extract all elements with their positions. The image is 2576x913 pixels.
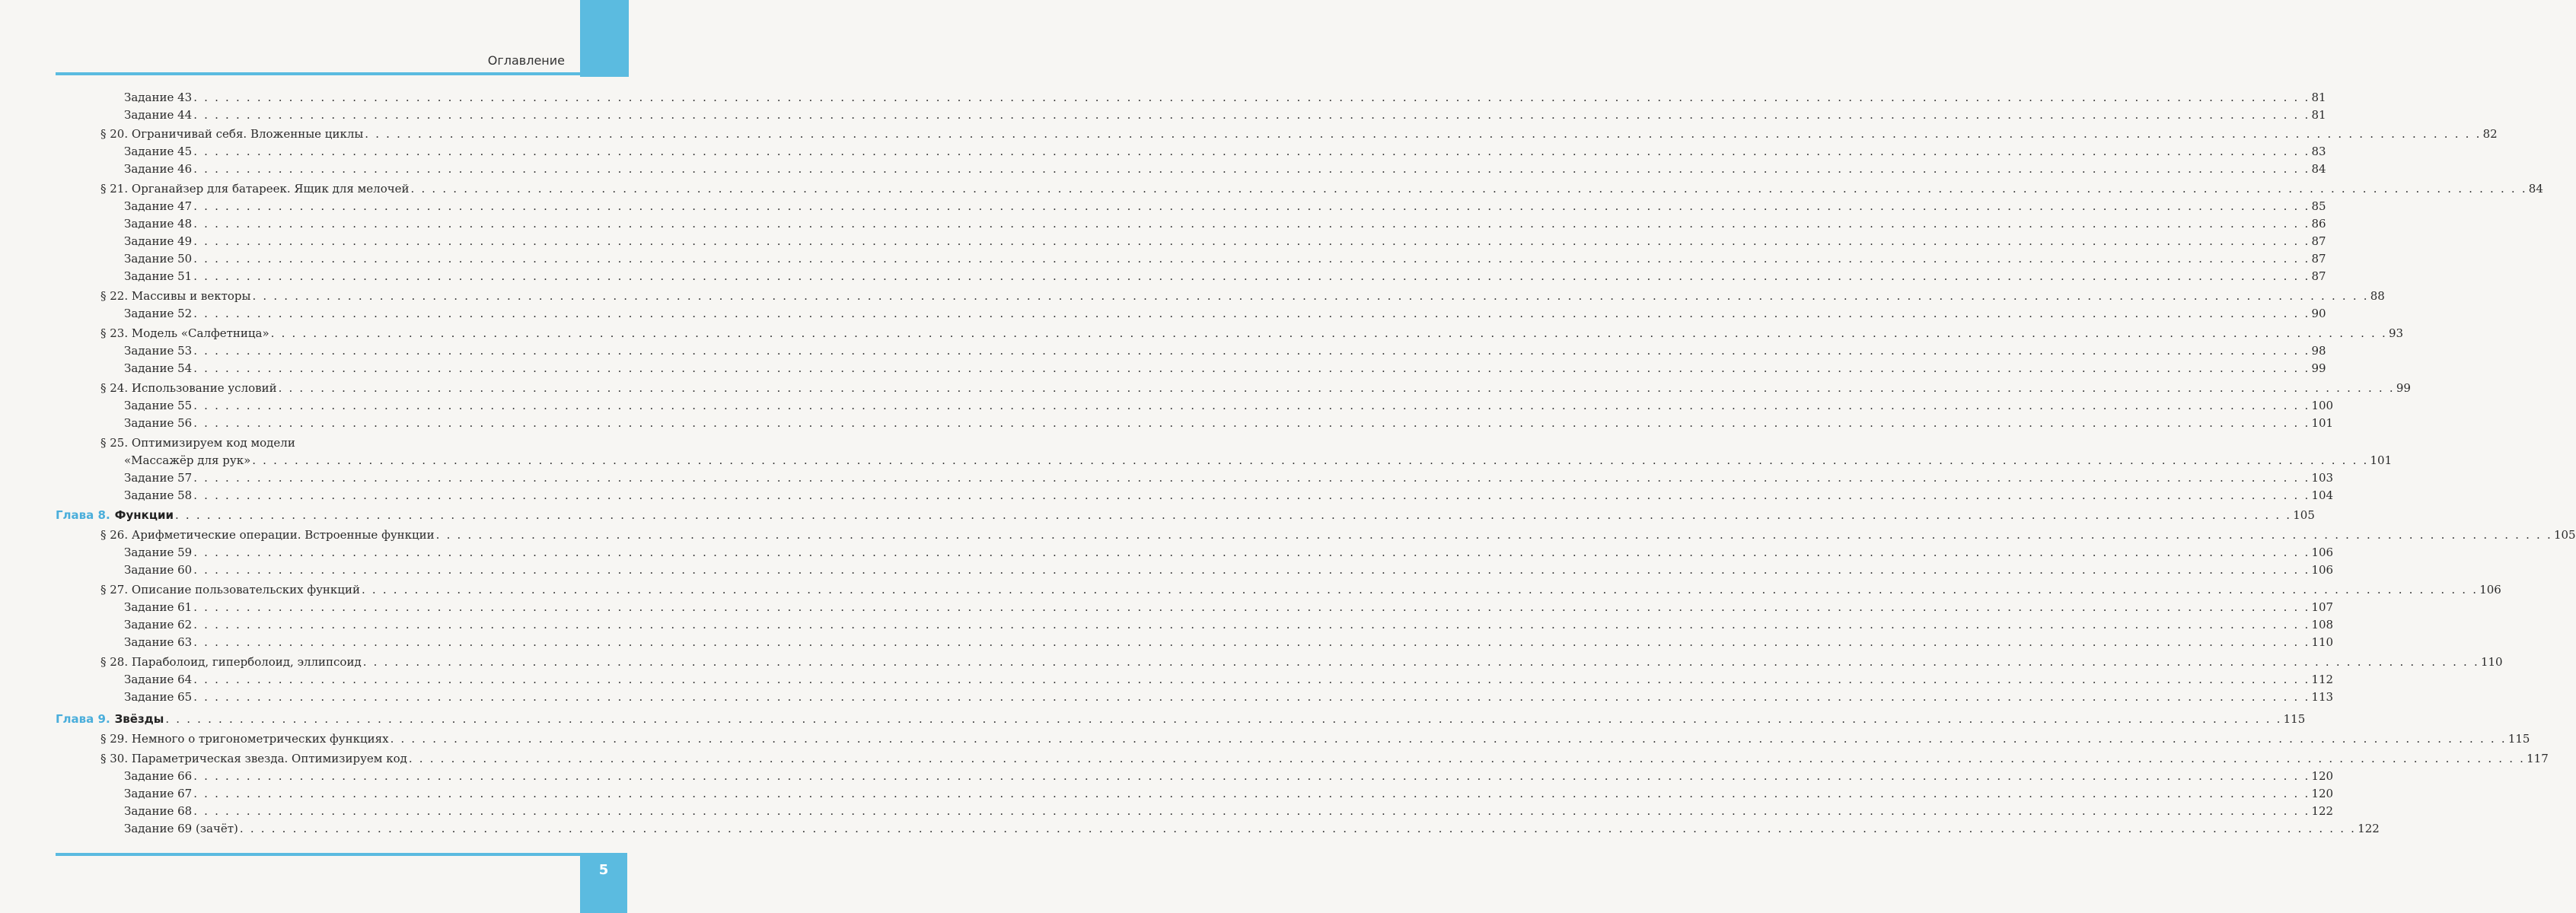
task-label: Задание 52 <box>124 307 193 320</box>
toc-task-row[interactable] <box>124 216 2326 231</box>
toc-task-row[interactable] <box>124 415 2334 431</box>
section-label: § 20. Ограничивай себя. Вложенные циклы <box>100 127 364 141</box>
toc-section-row[interactable] <box>100 181 2543 196</box>
toc-page-number: 87 <box>2311 252 2326 266</box>
dot-leader: . . . . . . . . . . . . . . . . . . . . . . . . . . . . . . . . . . . . . . . . . . . . . . . . . . . . . . . . . . . . . . . . . . . . . . . . . . . . . . . . . . . . . . . . . . . . . . . . . . . . . . . . . . . . . . . . . . . . . . . . . . . . . . . . . . . . . . . . . . . . . . . . . . . . . . . . . . . . . . . . . . . . . . . . . . . . . . . . . . . . . . . . . . . . . . . . . . . . . . . . <box>193 269 2310 283</box>
toc-page-number: 120 <box>2311 769 2334 783</box>
dot-leader: . . . . . . . . . . . . . . . . . . . . . . . . . . . . . . . . . . . . . . . . . . . . . . . . . . . . . . . . . . . . . . . . . . . . . . . . . . . . . . . . . . . . . . . . . . . . . . . . . . . . . . . . . . . . . . . . . . . . . . . . . . . . . . . . . . . . . . . . . . . . . . . . . . . . . . . . . . . . . . . . . . . . . . . . . . . . . . . . . . . . . . . . . . . . . . . . . . . . . . . . <box>278 381 2395 395</box>
toc-page-number: 104 <box>2311 488 2334 502</box>
task-label: Задание 69 (зачёт) <box>124 822 238 835</box>
dot-leader: . . . . . . . . . . . . . . . . . . . . . . . . . . . . . . . . . . . . . . . . . . . . . . . . . . . . . . . . . . . . . . . . . . . . . . . . . . . . . . . . . . . . . . . . . . . . . . . . . . . . . . . . . . . . . . . . . . . . . . . . . . . . . . . . . . . . . . . . . . . . . . . . . . . . . . . . . . . . . . . . . . . . . . . . . . . . . . . . . . . . . . . . . . . . . . . . . . . . . . . . <box>193 108 2310 122</box>
toc-page-number: 100 <box>2311 399 2334 412</box>
task-label: Задание 54 <box>124 361 193 375</box>
toc-task-row[interactable] <box>124 689 2334 705</box>
toc-task-row[interactable] <box>124 251 2326 266</box>
section-label: § 23. Модель «Салфетница» <box>100 326 269 340</box>
toc-page-number: 122 <box>2311 804 2334 818</box>
page-title: Оглавление <box>487 53 565 68</box>
dot-leader: . . . . . . . . . . . . . . . . . . . . . . . . . . . . . . . . . . . . . . . . . . . . . . . . . . . . . . . . . . . . . . . . . . . . . . . . . . . . . . . . . . . . . . . . . . . . . . . . . . . . . . . . . . . . . . . . . . . . . . . . . . . . . . . . . . . . . . . . . . . . . . . . . . . . . . . . . . . . . . . . . . . . . . . . . . . . . . . . . . . . . . . . . . . . . . . . . . . . . . . . <box>193 217 2310 231</box>
toc-task-row[interactable] <box>124 545 2334 560</box>
dot-leader: . . . . . . . . . . . . . . . . . . . . . . . . . . . . . . . . . . . . . . . . . . . . . . . . . . . . . . . . . . . . . . . . . . . . . . . . . . . . . . . . . . . . . . . . . . . . . . . . . . . . . . . . . . . . . . . . . . . . . . . . . . . . . . . . . . . . . . . . . . . . . . . . . . . . . . . . . . . . . . . . . . . . . . . . . . . . . . . . . . . . . . . . . . . . . . . . . . . . . . . . <box>193 344 2310 358</box>
section-label: § 21. Органайзер для батареек. Ящик для мелочей <box>100 182 410 196</box>
toc-task-row[interactable] <box>124 803 2334 819</box>
toc-page-number: 87 <box>2311 234 2326 248</box>
toc-page-number: 99 <box>2311 361 2326 375</box>
toc-task-row[interactable] <box>124 821 2380 836</box>
dot-leader: . . . . . . . . . . . . . . . . . . . . . . . . . . . . . . . . . . . . . . . . . . . . . . . . . . . . . . . . . . . . . . . . . . . . . . . . . . . . . . . . . . . . . . . . . . . . . . . . . . . . . . . . . . . . . . . . . . . . . . . . . . . . . . . . . . . . . . . . . . . . . . . . . . . . . . . . . . . . . . . . . . . . . . . . . . . . . . . . . . . . . . . . . . . . . . . . . . . . . . . . <box>362 655 2479 669</box>
task-label: Задание 53 <box>124 344 193 358</box>
dot-leader: . . . . . . . . . . . . . . . . . . . . . . . . . . . . . . . . . . . . . . . . . . . . . . . . . . . . . . . . . . . . . . . . . . . . . . . . . . . . . . . . . . . . . . . . . . . . . . . . . . . . . . . . . . . . . . . . . . . . . . . . . . . . . . . . . . . . . . . . . . . . . . . . . . . . . . . . . . . . . . . . . . . . . . . . . . . . . . . . . . . . . . . . . . . . . . . . . . . . . . . . <box>193 787 2310 800</box>
task-label: Задание 45 <box>124 145 193 158</box>
dot-leader: . . . . . . . . . . . . . . . . . . . . . . . . . . . . . . . . . . . . . . . . . . . . . . . . . . . . . . . . . . . . . . . . . . . . . . . . . . . . . . . . . . . . . . . . . . . . . . . . . . . . . . . . . . . . . . . . . . . . . . . . . . . . . . . . . . . . . . . . . . . . . . . . . . . . . . . . . . . . . . . . . . . . . . . . . . . . . . . . . . . . . . . . . . . . . . . . . . . . . . . . <box>365 127 2482 141</box>
toc-chapter-row[interactable] <box>56 507 2315 523</box>
section-label: § 28. Параболоид, гиперболоид, эллипсоид <box>100 655 362 669</box>
task-label: Задание 48 <box>124 217 193 231</box>
dot-leader: . . . . . . . . . . . . . . . . . . . . . . . . . . . . . . . . . . . . . . . . . . . . . . . . . . . . . . . . . . . . . . . . . . . . . . . . . . . . . . . . . . . . . . . . . . . . . . . . . . . . . . . . . . . . . . . . . . . . . . . . . . . . . . . . . . . . . . . . . . . . . . . . . . . . . . . . . . . . . . . . . . . . . . . . . . . . . . . . . . . . . . . . . . . . . . . . . . . . . . . . <box>193 546 2310 559</box>
toc-task-row[interactable] <box>124 672 2334 687</box>
task-label: Задание 43 <box>124 91 193 104</box>
task-label: Задание 59 <box>124 546 193 559</box>
task-label: Задание 49 <box>124 234 193 248</box>
task-label: Задание 56 <box>124 416 193 430</box>
toc-task-row[interactable] <box>124 144 2326 159</box>
dot-leader: . . . . . . . . . . . . . . . . . . . . . . . . . . . . . . . . . . . . . . . . . . . . . . . . . . . . . . . . . . . . . . . . . . . . . . . . . . . . . . . . . . . . . . . . . . . . . . . . . . . . . . . . . . . . . . . . . . . . . . . . . . . . . . . . . . . . . . . . . . . . . . . . . . . . . . . . . . . . . . . . . . . . . . . . . . . . . . . . . . . . . . . . . . . . . . . . . . . . . . . . <box>252 453 2369 467</box>
toc-page-number: 87 <box>2311 269 2326 283</box>
toc-page-number: 84 <box>2528 182 2543 196</box>
toc-page-number: 106 <box>2311 563 2334 577</box>
toc-page-number: 115 <box>2507 732 2530 746</box>
toc-page-number: 106 <box>2479 583 2501 596</box>
toc-task-row[interactable] <box>124 398 2334 413</box>
task-label: Задание 58 <box>124 488 193 502</box>
section-label: § 26. Арифметические операции. Встроенные функции <box>100 528 435 542</box>
toc-page-number: 107 <box>2311 600 2334 614</box>
dot-leader: . . . . . . . . . . . . . . . . . . . . . . . . . . . . . . . . . . . . . . . . . . . . . . . . . . . . . . . . . . . . . . . . . . . . . . . . . . . . . . . . . . . . . . . . . . . . . . . . . . . . . . . . . . . . . . . . . . . . . . . . . . . . . . . . . . . . . . . . . . . . . . . . . . . . . . . . . . . . . . . . . . . . . . . . . . . . . . . . . . . . . . . . . . . . . . . . . . . . . . . . <box>435 528 2552 542</box>
toc-page-number: 81 <box>2311 108 2326 122</box>
section-label: § 25. Оптимизируем код модели <box>100 436 295 450</box>
toc-task-row[interactable] <box>124 488 2334 503</box>
toc-page-number: 86 <box>2311 217 2326 231</box>
dot-leader: . . . . . . . . . . . . . . . . . . . . . . . . . . . . . . . . . . . . . . . . . . . . . . . . . . . . . . . . . . . . . . . . . . . . . . . . . . . . . . . . . . . . . . . . . . . . . . . . . . . . . . . . . . . . . . . . . . . . . . . . . . . . . . . . . . . . . . . . . . . . . . . . . . . . . . . . . . . . . . . . . . . . . . . . . . . . . . . . . . . . . . . . . . . . . . . . . . . . . . . . <box>193 804 2310 818</box>
toc-task-row[interactable] <box>124 562 2334 577</box>
task-label: Задание 65 <box>124 690 193 704</box>
toc-section-row[interactable] <box>100 435 581 450</box>
toc-page-number: 120 <box>2311 787 2334 800</box>
dot-leader: . . . . . . . . . . . . . . . . . . . . . . . . . . . . . . . . . . . . . . . . . . . . . . . . . . . . . . . . . . . . . . . . . . . . . . . . . . . . . . . . . . . . . . . . . . . . . . . . . . . . . . . . . . . . . . . . . . . . . . . . . . . . . . . . . . . . . . . . . . . . . . . . . . . . . . . . . . . . . . . . . . . . . . . . . . . . . . . . . . . . . . . . . . . . . . . . . . . . . . . . <box>193 145 2310 158</box>
dot-leader: . . . . . . . . . . . . . . . . . . . . . . . . . . . . . . . . . . . . . . . . . . . . . . . . . . . . . . . . . . . . . . . . . . . . . . . . . . . . . . . . . . . . . . . . . . . . . . . . . . . . . . . . . . . . . . . . . . . . . . . . . . . . . . . . . . . . . . . . . . . . . . . . . . . . . . . . . . . . . . . . . . . . . . . . . . . . . . . . . . . . . . . . . . . . . . . . . . . . . . . . <box>193 600 2310 614</box>
toc-page-number: 101 <box>2311 416 2334 430</box>
toc-task-row[interactable] <box>124 600 2334 615</box>
toc-task-row[interactable] <box>124 768 2334 784</box>
dot-leader: . . . . . . . . . . . . . . . . . . . . . . . . . . . . . . . . . . . . . . . . . . . . . . . . . . . . . . . . . . . . . . . . . . . . . . . . . . . . . . . . . . . . . . . . . . . . . . . . . . . . . . . . . . . . . . . . . . . . . . . . . . . . . . . . . . . . . . . . . . . . . . . . . . . . . . . . . . . . . . . . . . . . . . . . . . . . . . . . . . . . . . . . . . . . . . . . . . . . . . . . <box>193 488 2310 502</box>
task-label: Задание 51 <box>124 269 193 283</box>
toc-page-number: 117 <box>2527 752 2549 765</box>
section-label: «Массажёр для рук» <box>124 453 251 467</box>
toc-section-row[interactable] <box>100 326 2404 341</box>
toc-chapter-row[interactable] <box>56 711 2306 727</box>
dot-leader: . . . . . . . . . . . . . . . . . . . . . . . . . . . . . . . . . . . . . . . . . . . . . . . . . . . . . . . . . . . . . . . . . . . . . . . . . . . . . . . . . . . . . . . . . . . . . . . . . . . . . . . . . . . . . . . . . . . . . . . . . . . . . . . . . . . . . . . . . . . . . . . . . . . . . . . . . . . . . . . . . . . . . . . . . . . . . . . . . . . . . . . . . . . . . . . . . . . . . . . . <box>193 361 2310 375</box>
dot-leader: . . . . . . . . . . . . . . . . . . . . . . . . . . . . . . . . . . . . . . . . . . . . . . . . . . . . . . . . . . . . . . . . . . . . . . . . . . . . . . . . . . . . . . . . . . . . . . . . . . . . . . . . . . . . . . . . . . . . . . . . . . . . . . . . . . . . . . . . . . . . . . . . . . . . . . . . . . . . . . . . . . . . . . . . . . . . . . . . . . . . . . . . . . . . . . . . . . . . . . . . <box>193 416 2310 430</box>
toc-page-number: 115 <box>2283 712 2306 726</box>
toc-page-number: 108 <box>2311 618 2334 631</box>
dot-leader: . . . . . . . . . . . . . . . . . . . . . . . . . . . . . . . . . . . . . . . . . . . . . . . . . . . . . . . . . . . . . . . . . . . . . . . . . . . . . . . . . . . . . . . . . . . . . . . . . . . . . . . . . . . . . . . . . . . . . . . . . . . . . . . . . . . . . . . . . . . . . . . . . . . . . . . . . . . . . . . . . . . . . . . . . . . . . . . . . . . . . . . . . . . . . . . . . . . . . . . . <box>193 399 2310 412</box>
task-label: Задание 68 <box>124 804 193 818</box>
chapter-number: Глава 8. <box>56 508 110 522</box>
toc-task-row[interactable] <box>124 161 2326 177</box>
toc-section-row[interactable] <box>100 380 2411 396</box>
toc-task-row[interactable] <box>124 617 2334 632</box>
toc-page-number: 105 <box>2293 508 2315 522</box>
section-label: § 24. Использование условий <box>100 381 277 395</box>
toc-section-row[interactable] <box>100 582 2501 597</box>
dot-leader: . . . . . . . . . . . . . . . . . . . . . . . . . . . . . . . . . . . . . . . . . . . . . . . . . . . . . . . . . . . . . . . . . . . . . . . . . . . . . . . . . . . . . . . . . . . . . . . . . . . . . . . . . . . . . . . . . . . . . . . . . . . . . . . . . . . . . . . . . . . . . . . . . . . . . . . . . . . . . . . . . . . . . . . . . . . . . . . . . . . . . . . . . . . . . . . . . . . . . . . . <box>193 307 2310 320</box>
toc-task-row[interactable] <box>124 361 2326 376</box>
task-label: Задание 66 <box>124 769 193 783</box>
toc-task-row[interactable] <box>124 470 2334 485</box>
chapter-title: Функции <box>114 508 174 522</box>
task-label: Задание 62 <box>124 618 193 631</box>
footer-rule <box>56 853 581 856</box>
dot-leader: . . . . . . . . . . . . . . . . . . . . . . . . . . . . . . . . . . . . . . . . . . . . . . . . . . . . . . . . . . . . . . . . . . . . . . . . . . . . . . . . . . . . . . . . . . . . . . . . . . . . . . . . . . . . . . . . . . . . . . . . . . . . . . . . . . . . . . . . . . . . . . . . . . . . . . . . . . . . . . . . . . . . . . . . . . . . . . . . . . . . . . . . . . . . . . . . . . . . . . . . <box>193 199 2310 213</box>
toc-page-number: 113 <box>2311 690 2334 704</box>
dot-leader: . . . . . . . . . . . . . . . . . . . . . . . . . . . . . . . . . . . . . . . . . . . . . . . . . . . . . . . . . . . . . . . . . . . . . . . . . . . . . . . . . . . . . . . . . . . . . . . . . . . . . . . . . . . . . . . . . . . . . . . . . . . . . . . . . . . . . . . . . . . . . . . . . . . . . . . . . . . . . . . . . . . . . . . . . . . . . . . . . . . . . . . . . . . . . . . . . . . . . . . . <box>193 690 2310 704</box>
task-label: Задание 63 <box>124 635 193 649</box>
dot-leader: . . . . . . . . . . . . . . . . . . . . . . . . . . . . . . . . . . . . . . . . . . . . . . . . . . . . . . . . . . . . . . . . . . . . . . . . . . . . . . . . . . . . . . . . . . . . . . . . . . . . . . . . . . . . . . . . . . . . . . . . . . . . . . . . . . . . . . . . . . . . . . . . . . . . . . . . . . . . . . . . . . . . . . . . . . . . . . . . . . . . . . . . . . . . . . . . . . . . . . . . <box>239 822 2357 835</box>
toc-page-number: 84 <box>2311 162 2326 176</box>
toc-task-row[interactable] <box>124 107 2326 122</box>
page-number: 5 <box>598 862 609 878</box>
dot-leader: . . . . . . . . . . . . . . . . . . . . . . . . . . . . . . . . . . . . . . . . . . . . . . . . . . . . . . . . . . . . . . . . . . . . . . . . . . . . . . . . . . . . . . . . . . . . . . . . . . . . . . . . . . . . . . . . . . . . . . . . . . . . . . . . . . . . . . . . . . . . . . . . . . . . . . . . . . . . . . . . . . . . . . . . . . . . . . . . . . . . . . . . . . . . . . . . . . . . . . . . <box>193 162 2310 176</box>
toc-page-number: 110 <box>2311 635 2334 649</box>
toc-page-number: 112 <box>2311 673 2334 686</box>
dot-leader: . . . . . . . . . . . . . . . . . . . . . . . . . . . . . . . . . . . . . . . . . . . . . . . . . . . . . . . . . . . . . . . . . . . . . . . . . . . . . . . . . . . . . . . . . . . . . . . . . . . . . . . . . . . . . . . . . . . . . . . . . . . . . . . . . . . . . . . . . . . . . . . . . . . . . . . . . . . . . . . . . . . . . . . . . . . . . . . . . . . . . . . . . . . . . . . . . . . . . . . . <box>270 326 2387 340</box>
toc-task-row[interactable] <box>124 269 2326 284</box>
dot-leader: . . . . . . . . . . . . . . . . . . . . . . . . . . . . . . . . . . . . . . . . . . . . . . . . . . . . . . . . . . . . . . . . . . . . . . . . . . . . . . . . . . . . . . . . . . . . . . . . . . . . . . . . . . . . . . . . . . . . . . . . . . . . . . . . . . . . . . . . . . . . . . . . . . . . . . . . . . . . . . . . . . . . . . . . . . . . . . . . . . . . . . . . . . . . . . . . . . . . . . . . <box>390 732 2507 746</box>
dot-leader: . . . . . . . . . . . . . . . . . . . . . . . . . . . . . . . . . . . . . . . . . . . . . . . . . . . . . . . . . . . . . . . . . . . . . . . . . . . . . . . . . . . . . . . . . . . . . . . . . . . . . . . . . . . . . . . . . . . . . . . . . . . . . . . . . . . . . . . . . . . . . . . . . . . . . . . . . . . . . . . . . . . . . . . . . . . . . . . . . . . . . . . . . . . . . . . . . . . . . . . . <box>165 712 2282 726</box>
toc-page-number: 88 <box>2370 289 2385 303</box>
task-label: Задание 57 <box>124 471 193 485</box>
toc-section-row[interactable] <box>100 731 2530 746</box>
toc-page-number: 122 <box>2358 822 2380 835</box>
toc-task-row[interactable] <box>124 635 2334 650</box>
task-label: Задание 60 <box>124 563 193 577</box>
task-label: Задание 46 <box>124 162 193 176</box>
dot-leader: . . . . . . . . . . . . . . . . . . . . . . . . . . . . . . . . . . . . . . . . . . . . . . . . . . . . . . . . . . . . . . . . . . . . . . . . . . . . . . . . . . . . . . . . . . . . . . . . . . . . . . . . . . . . . . . . . . . . . . . . . . . . . . . . . . . . . . . . . . . . . . . . . . . . . . . . . . . . . . . . . . . . . . . . . . . . . . . . . . . . . . . . . . . . . . . . . . . . . . . . <box>193 252 2310 266</box>
toc-page-number: 105 <box>2553 528 2576 542</box>
dot-leader: . . . . . . . . . . . . . . . . . . . . . . . . . . . . . . . . . . . . . . . . . . . . . . . . . . . . . . . . . . . . . . . . . . . . . . . . . . . . . . . . . . . . . . . . . . . . . . . . . . . . . . . . . . . . . . . . . . . . . . . . . . . . . . . . . . . . . . . . . . . . . . . . . . . . . . . . . . . . . . . . . . . . . . . . . . . . . . . . . . . . . . . . . . . . . . . . . . . . . . . . <box>174 508 2292 522</box>
dot-leader: . . . . . . . . . . . . . . . . . . . . . . . . . . . . . . . . . . . . . . . . . . . . . . . . . . . . . . . . . . . . . . . . . . . . . . . . . . . . . . . . . . . . . . . . . . . . . . . . . . . . . . . . . . . . . . . . . . . . . . . . . . . . . . . . . . . . . . . . . . . . . . . . . . . . . . . . . . . . . . . . . . . . . . . . . . . . . . . . . . . . . . . . . . . . . . . . . . . . . . . . <box>193 673 2310 686</box>
toc-page-number: 101 <box>2370 453 2393 467</box>
dot-leader: . . . . . . . . . . . . . . . . . . . . . . . . . . . . . . . . . . . . . . . . . . . . . . . . . . . . . . . . . . . . . . . . . . . . . . . . . . . . . . . . . . . . . . . . . . . . . . . . . . . . . . . . . . . . . . . . . . . . . . . . . . . . . . . . . . . . . . . . . . . . . . . . . . . . . . . . . . . . . . . . . . . . . . . . . . . . . . . . . . . . . . . . . . . . . . . . . . . . . . . . <box>193 471 2310 485</box>
dot-leader: . . . . . . . . . . . . . . . . . . . . . . . . . . . . . . . . . . . . . . . . . . . . . . . . . . . . . . . . . . . . . . . . . . . . . . . . . . . . . . . . . . . . . . . . . . . . . . . . . . . . . . . . . . . . . . . . . . . . . . . . . . . . . . . . . . . . . . . . . . . . . . . . . . . . . . . . . . . . . . . . . . . . . . . . . . . . . . . . . . . . . . . . . . . . . . . . . . . . . . . . <box>193 91 2310 104</box>
toc-task-row[interactable] <box>124 343 2326 358</box>
toc-section-row[interactable] <box>100 527 2576 542</box>
toc-task-row[interactable] <box>124 306 2326 321</box>
toc-task-row[interactable] <box>124 199 2326 214</box>
toc-page-number: 93 <box>2388 326 2404 340</box>
task-label: Задание 47 <box>124 199 193 213</box>
section-label: § 27. Описание пользовательских функций <box>100 583 360 596</box>
toc-page-number: 81 <box>2311 91 2326 104</box>
chapter-title: Звёзды <box>114 712 164 726</box>
toc-task-row[interactable] <box>124 90 2326 105</box>
toc-page-number: 90 <box>2311 307 2326 320</box>
toc-page-number: 82 <box>2482 127 2498 141</box>
toc-page-number: 110 <box>2480 655 2503 669</box>
dot-leader: . . . . . . . . . . . . . . . . . . . . . . . . . . . . . . . . . . . . . . . . . . . . . . . . . . . . . . . . . . . . . . . . . . . . . . . . . . . . . . . . . . . . . . . . . . . . . . . . . . . . . . . . . . . . . . . . . . . . . . . . . . . . . . . . . . . . . . . . . . . . . . . . . . . . . . . . . . . . . . . . . . . . . . . . . . . . . . . . . . . . . . . . . . . . . . . . . . . . . . . . <box>193 769 2310 783</box>
chapter-number: Глава 9. <box>56 712 110 726</box>
toc-page-number: 103 <box>2311 471 2334 485</box>
task-label: Задание 61 <box>124 600 193 614</box>
dot-leader: . . . . . . . . . . . . . . . . . . . . . . . . . . . . . . . . . . . . . . . . . . . . . . . . . . . . . . . . . . . . . . . . . . . . . . . . . . . . . . . . . . . . . . . . . . . . . . . . . . . . . . . . . . . . . . . . . . . . . . . . . . . . . . . . . . . . . . . . . . . . . . . . . . . . . . . . . . . . . . . . . . . . . . . . . . . . . . . . . . . . . . . . . . . . . . . . . . . . . . . . <box>193 234 2310 248</box>
toc-task-row[interactable] <box>124 786 2334 801</box>
dot-leader: . . . . . . . . . . . . . . . . . . . . . . . . . . . . . . . . . . . . . . . . . . . . . . . . . . . . . . . . . . . . . . . . . . . . . . . . . . . . . . . . . . . . . . . . . . . . . . . . . . . . . . . . . . . . . . . . . . . . . . . . . . . . . . . . . . . . . . . . . . . . . . . . . . . . . . . . . . . . . . . . . . . . . . . . . . . . . . . . . . . . . . . . . . . . . . . . . . . . . . . . <box>193 618 2310 631</box>
toc-page-number: 85 <box>2311 199 2326 213</box>
toc-page-number: 98 <box>2311 344 2326 358</box>
section-label: § 30. Параметрическая звезда. Оптимизируем код <box>100 752 407 765</box>
section-label: § 29. Немного о тригонометрических функциях <box>100 732 389 746</box>
task-label: Задание 67 <box>124 787 193 800</box>
task-label: Задание 64 <box>124 673 193 686</box>
toc-section-row[interactable] <box>100 288 2385 304</box>
toc-section-row[interactable] <box>100 751 2549 766</box>
section-label: § 22. Массивы и векторы <box>100 289 251 303</box>
task-label: Задание 44 <box>124 108 193 122</box>
toc-section-row[interactable] <box>100 654 2503 670</box>
dot-leader: . . . . . . . . . . . . . . . . . . . . . . . . . . . . . . . . . . . . . . . . . . . . . . . . . . . . . . . . . . . . . . . . . . . . . . . . . . . . . . . . . . . . . . . . . . . . . . . . . . . . . . . . . . . . . . . . . . . . . . . . . . . . . . . . . . . . . . . . . . . . . . . . . . . . . . . . . . . . . . . . . . . . . . . . . . . . . . . . . . . . . . . . . . . . . . . . . . . . . . . . <box>361 583 2479 596</box>
toc-page-number: 106 <box>2311 546 2334 559</box>
toc-page-number: 99 <box>2396 381 2411 395</box>
dot-leader: . . . . . . . . . . . . . . . . . . . . . . . . . . . . . . . . . . . . . . . . . . . . . . . . . . . . . . . . . . . . . . . . . . . . . . . . . . . . . . . . . . . . . . . . . . . . . . . . . . . . . . . . . . . . . . . . . . . . . . . . . . . . . . . . . . . . . . . . . . . . . . . . . . . . . . . . . . . . . . . . . . . . . . . . . . . . . . . . . . . . . . . . . . . . . . . . . . . . . . . . <box>193 635 2310 649</box>
dot-leader: . . . . . . . . . . . . . . . . . . . . . . . . . . . . . . . . . . . . . . . . . . . . . . . . . . . . . . . . . . . . . . . . . . . . . . . . . . . . . . . . . . . . . . . . . . . . . . . . . . . . . . . . . . . . . . . . . . . . . . . . . . . . . . . . . . . . . . . . . . . . . . . . . . . . . . . . . . . . . . . . . . . . . . . . . . . . . . . . . . . . . . . . . . . . . . . . . . . . . . . . <box>252 289 2369 303</box>
toc-section-row[interactable] <box>100 126 2498 142</box>
task-label: Задание 55 <box>124 399 193 412</box>
task-label: Задание 50 <box>124 252 193 266</box>
toc-page-number: 83 <box>2311 145 2326 158</box>
dot-leader: . . . . . . . . . . . . . . . . . . . . . . . . . . . . . . . . . . . . . . . . . . . . . . . . . . . . . . . . . . . . . . . . . . . . . . . . . . . . . . . . . . . . . . . . . . . . . . . . . . . . . . . . . . . . . . . . . . . . . . . . . . . . . . . . . . . . . . . . . . . . . . . . . . . . . . . . . . . . . . . . . . . . . . . . . . . . . . . . . . . . . . . . . . . . . . . . . . . . . . . . <box>193 563 2310 577</box>
dot-leader: . . . . . . . . . . . . . . . . . . . . . . . . . . . . . . . . . . . . . . . . . . . . . . . . . . . . . . . . . . . . . . . . . . . . . . . . . . . . . . . . . . . . . . . . . . . . . . . . . . . . . . . . . . . . . . . . . . . . . . . . . . . . . . . . . . . . . . . . . . . . . . . . . . . . . . . . . . . . . . . . . . . . . . . . . . . . . . . . . . . . . . . . . . . . . . . . . . . . . . . . <box>408 752 2526 765</box>
toc-task-row[interactable] <box>124 234 2326 249</box>
toc-section-row[interactable] <box>124 453 2393 468</box>
dot-leader: . . . . . . . . . . . . . . . . . . . . . . . . . . . . . . . . . . . . . . . . . . . . . . . . . . . . . . . . . . . . . . . . . . . . . . . . . . . . . . . . . . . . . . . . . . . . . . . . . . . . . . . . . . . . . . . . . . . . . . . . . . . . . . . . . . . . . . . . . . . . . . . . . . . . . . . . . . . . . . . . . . . . . . . . . . . . . . . . . . . . . . . . . . . . . . . . . . . . . . . . <box>410 182 2527 196</box>
